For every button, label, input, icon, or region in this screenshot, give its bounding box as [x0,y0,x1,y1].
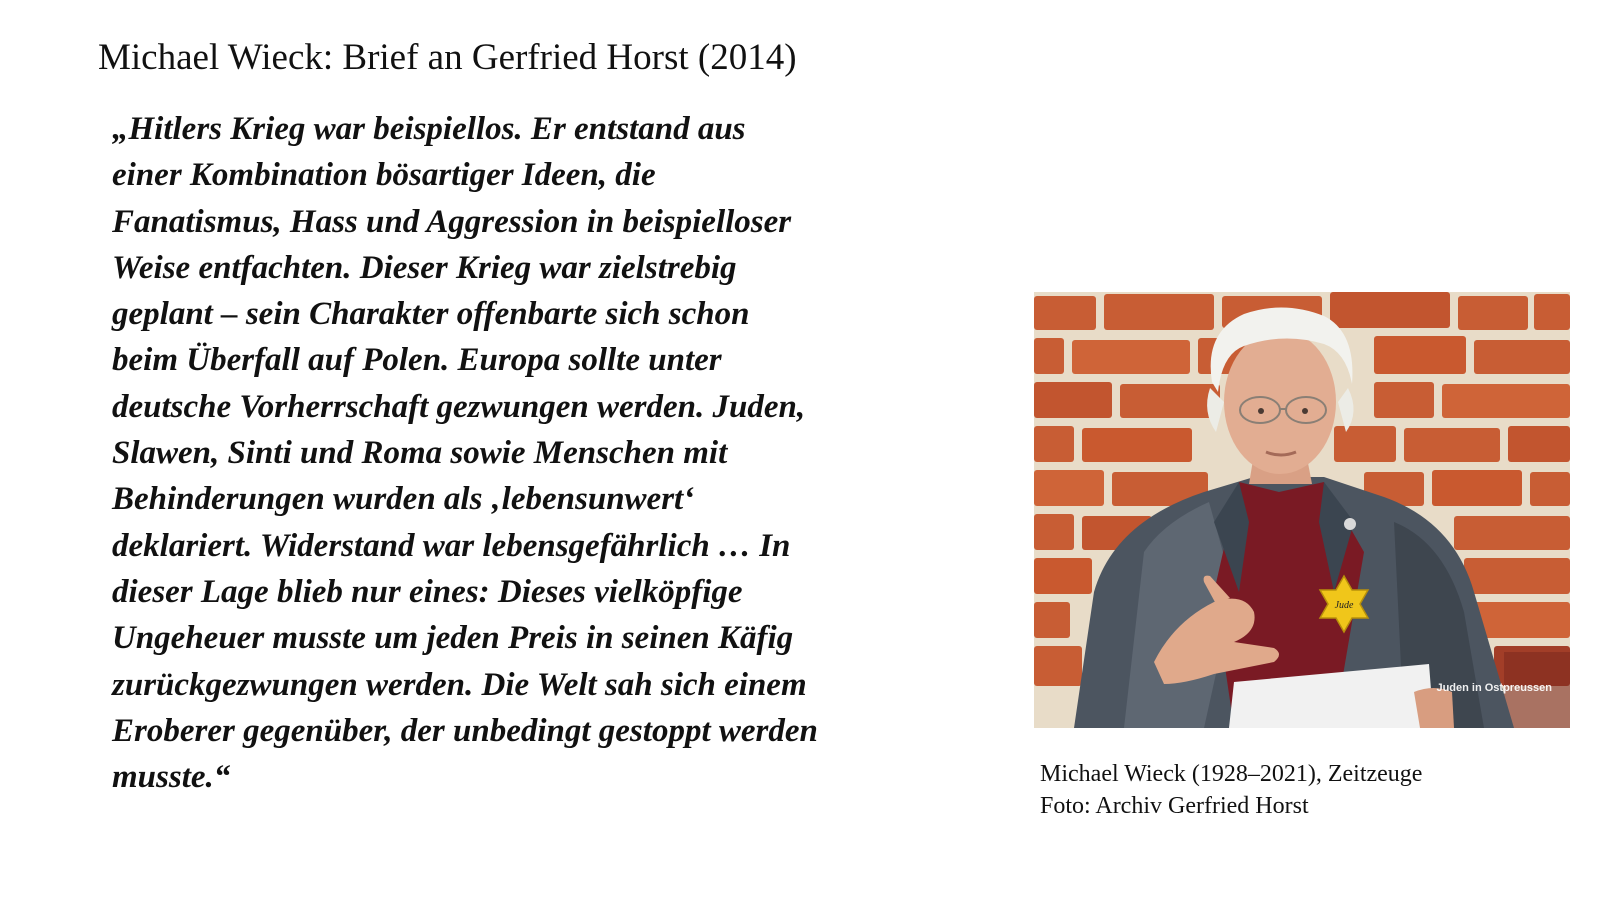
quote-line: Weise entfachten. Dieser Krieg war zielstrebig [112,249,737,286]
quote-line: dieser Lage blieb nur eines: Dieses vielköpfige [112,573,743,610]
quote-line: einer Kombination bösartiger Ideen, die [112,157,656,194]
quote-line: Behinderungen wurden als ‚lebensunwert‘ [112,481,695,518]
photo-watermark: Juden in Ostpreussen [1436,682,1552,694]
quote-block [112,106,962,800]
quote-line: musste.“ [112,759,231,796]
star-badge-text: Jude [1334,600,1354,611]
portrait-illustration [1034,292,1570,728]
portrait-photo [1034,292,1570,728]
quote-line: geplant – sein Charakter offenbarte sich schon [112,296,750,333]
quote-line: beim Überfall auf Polen. Europa sollte unter [112,342,722,379]
quote-line: Slawen, Sinti und Roma sowie Menschen mit [112,435,728,472]
quote-line: „Hitlers Krieg war beispiellos. Er entstand aus [112,111,746,147]
quote-line: deutsche Vorherrschaft gezwungen werden. Juden, [112,388,806,425]
quote-line: deklariert. Widerstand war lebensgefährlich … In [112,527,791,564]
quote-line: zurückgezwungen werden. Die Welt sah sich einem [112,666,807,703]
quote-line: Eroberer gegenüber, der unbedingt gestoppt werden [112,712,818,749]
caption-line-credit: Foto: Archiv Gerfried Horst [1040,793,1309,819]
slide-title: Michael Wieck: Brief an Gerfried Horst (2014) [98,37,797,78]
quote-line: Fanatismus, Hass und Aggression in beispielloser [112,203,792,240]
quote-line: Ungeheuer musste um jeden Preis in seinen Käfig [112,620,794,657]
caption-line-name: Michael Wieck (1928–2021), Zeitzeuge [1040,761,1423,787]
photo-caption [1040,758,1422,822]
